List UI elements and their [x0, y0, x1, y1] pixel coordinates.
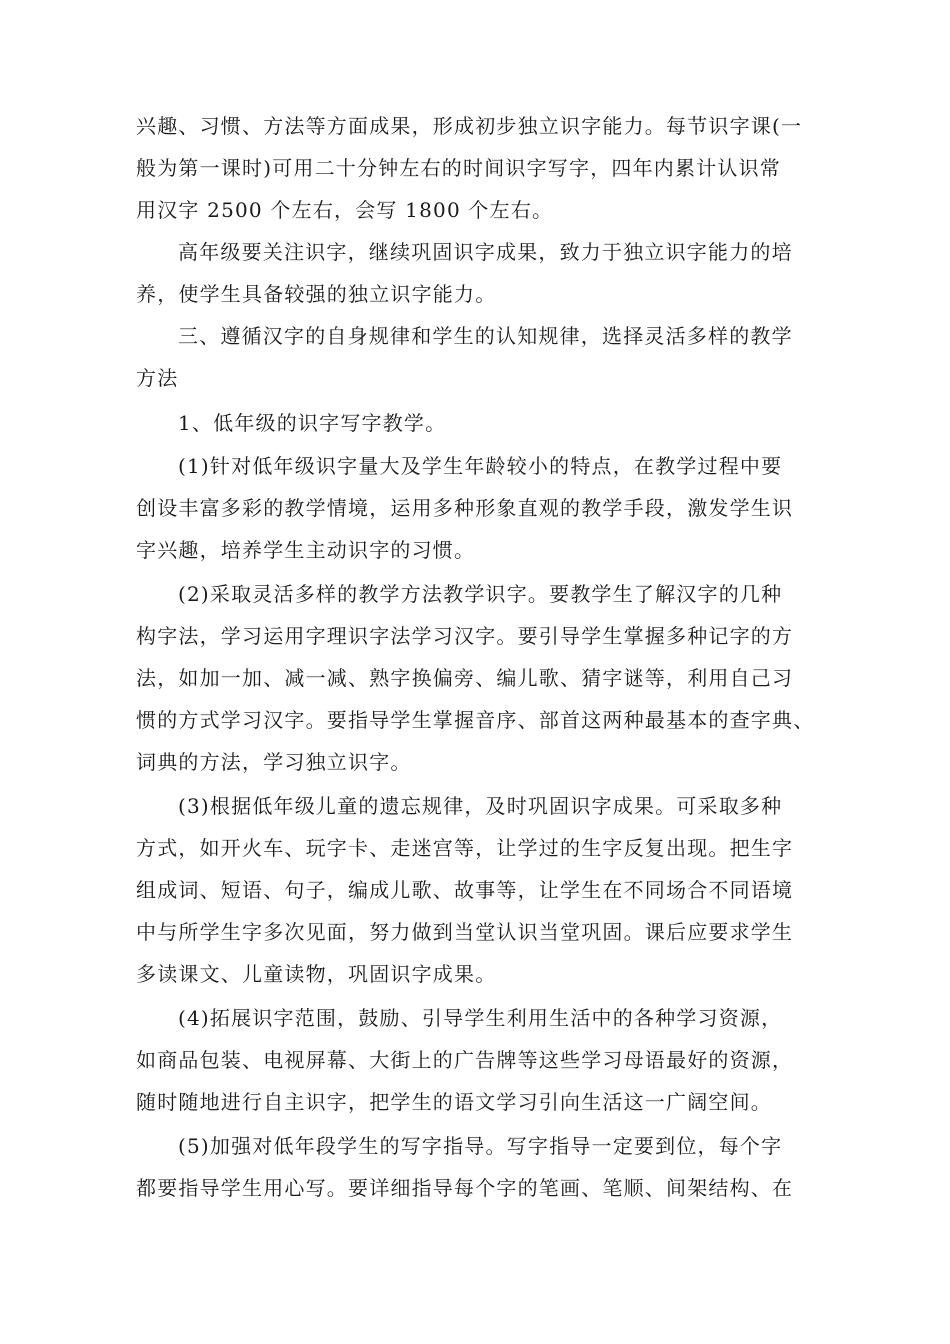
- text-line: 如商品包装、电视屏幕、大街上的广告牌等这些学习母语最好的资源，: [136, 1048, 794, 1072]
- text-line: (3)根据低年级儿童的遗忘规律，及时巩固识字成果。可采取多种: [178, 794, 783, 818]
- text-line: 中与所学生字多次见面，努力做到当堂认识当堂巩固。课后应要求学生: [136, 920, 794, 944]
- section-heading-line: 方法: [136, 366, 179, 390]
- text-line: 字兴趣，培养学生主动识字的习惯。: [136, 538, 476, 562]
- text-line: 般为第一课时)可用二十分钟左右的时间识字写字，四年内累计认识常: [136, 156, 782, 180]
- text-line: 用汉字 2500 个左右，会写 1800 个左右。: [136, 198, 554, 222]
- text-line: 法，如加一加、减一减、熟字换偏旁、编儿歌、猜字谜等，利用自己习: [136, 666, 794, 690]
- text-line: 构字法，学习运用字理识字法学习汉字。要引导学生掌握多种记字的方: [136, 624, 794, 648]
- text-line: 多读课文、儿童读物，巩固识字成果。: [136, 962, 497, 986]
- text-line: 创设丰富多彩的教学情境，运用多种形象直观的教学手段，激发学生识: [136, 496, 794, 520]
- text-line: 词典的方法，学习独立识字。: [136, 750, 412, 774]
- text-line: 惯的方式学习汉字。要指导学生掌握音序、部首这两种最基本的查字典、: [136, 708, 815, 732]
- text-line: (4)拓展识字范围，鼓励、引导学生利用生活中的各种学习资源，: [178, 1006, 783, 1030]
- section-heading-line: 三、遵循汉字的自身规律和学生的认知规律，选择灵活多样的教学: [178, 324, 793, 348]
- text-line: (5)加强对低年段学生的写字指导。写字指导一定要到位，每个字: [178, 1134, 783, 1158]
- text-line: 养，使学生具备较强的独立识字能力。: [136, 282, 497, 306]
- text-line: 高年级要关注识字，继续巩固识字成果，致力于独立识字能力的培: [178, 240, 793, 264]
- text-line: (1)针对低年级识字量大及学生年龄较小的特点，在教学过程中要: [178, 454, 783, 478]
- text-line: 都要指导学生用心写。要详细指导每个字的笔画、笔顺、间架结构、在: [136, 1176, 794, 1200]
- text-line: 组成词、短语、句子，编成儿歌、故事等，让学生在不同场合不同语境: [136, 878, 794, 902]
- text-line: 兴趣、习惯、方法等方面成果，形成初步独立识字能力。每节识字课(一: [136, 114, 803, 138]
- text-line: 方式，如开火车、玩字卡、走迷宫等，让学过的生字反复出现。把生字: [136, 836, 794, 860]
- subsection-heading-line: 1、低年级的识字写字教学。: [178, 411, 447, 435]
- text-line: (2)采取灵活多样的教学方法教学识字。要教学生了解汉字的几种: [178, 582, 783, 606]
- text-line: 随时随地进行自主识字，把学生的语文学习引向生活这一广阔空间。: [136, 1090, 772, 1114]
